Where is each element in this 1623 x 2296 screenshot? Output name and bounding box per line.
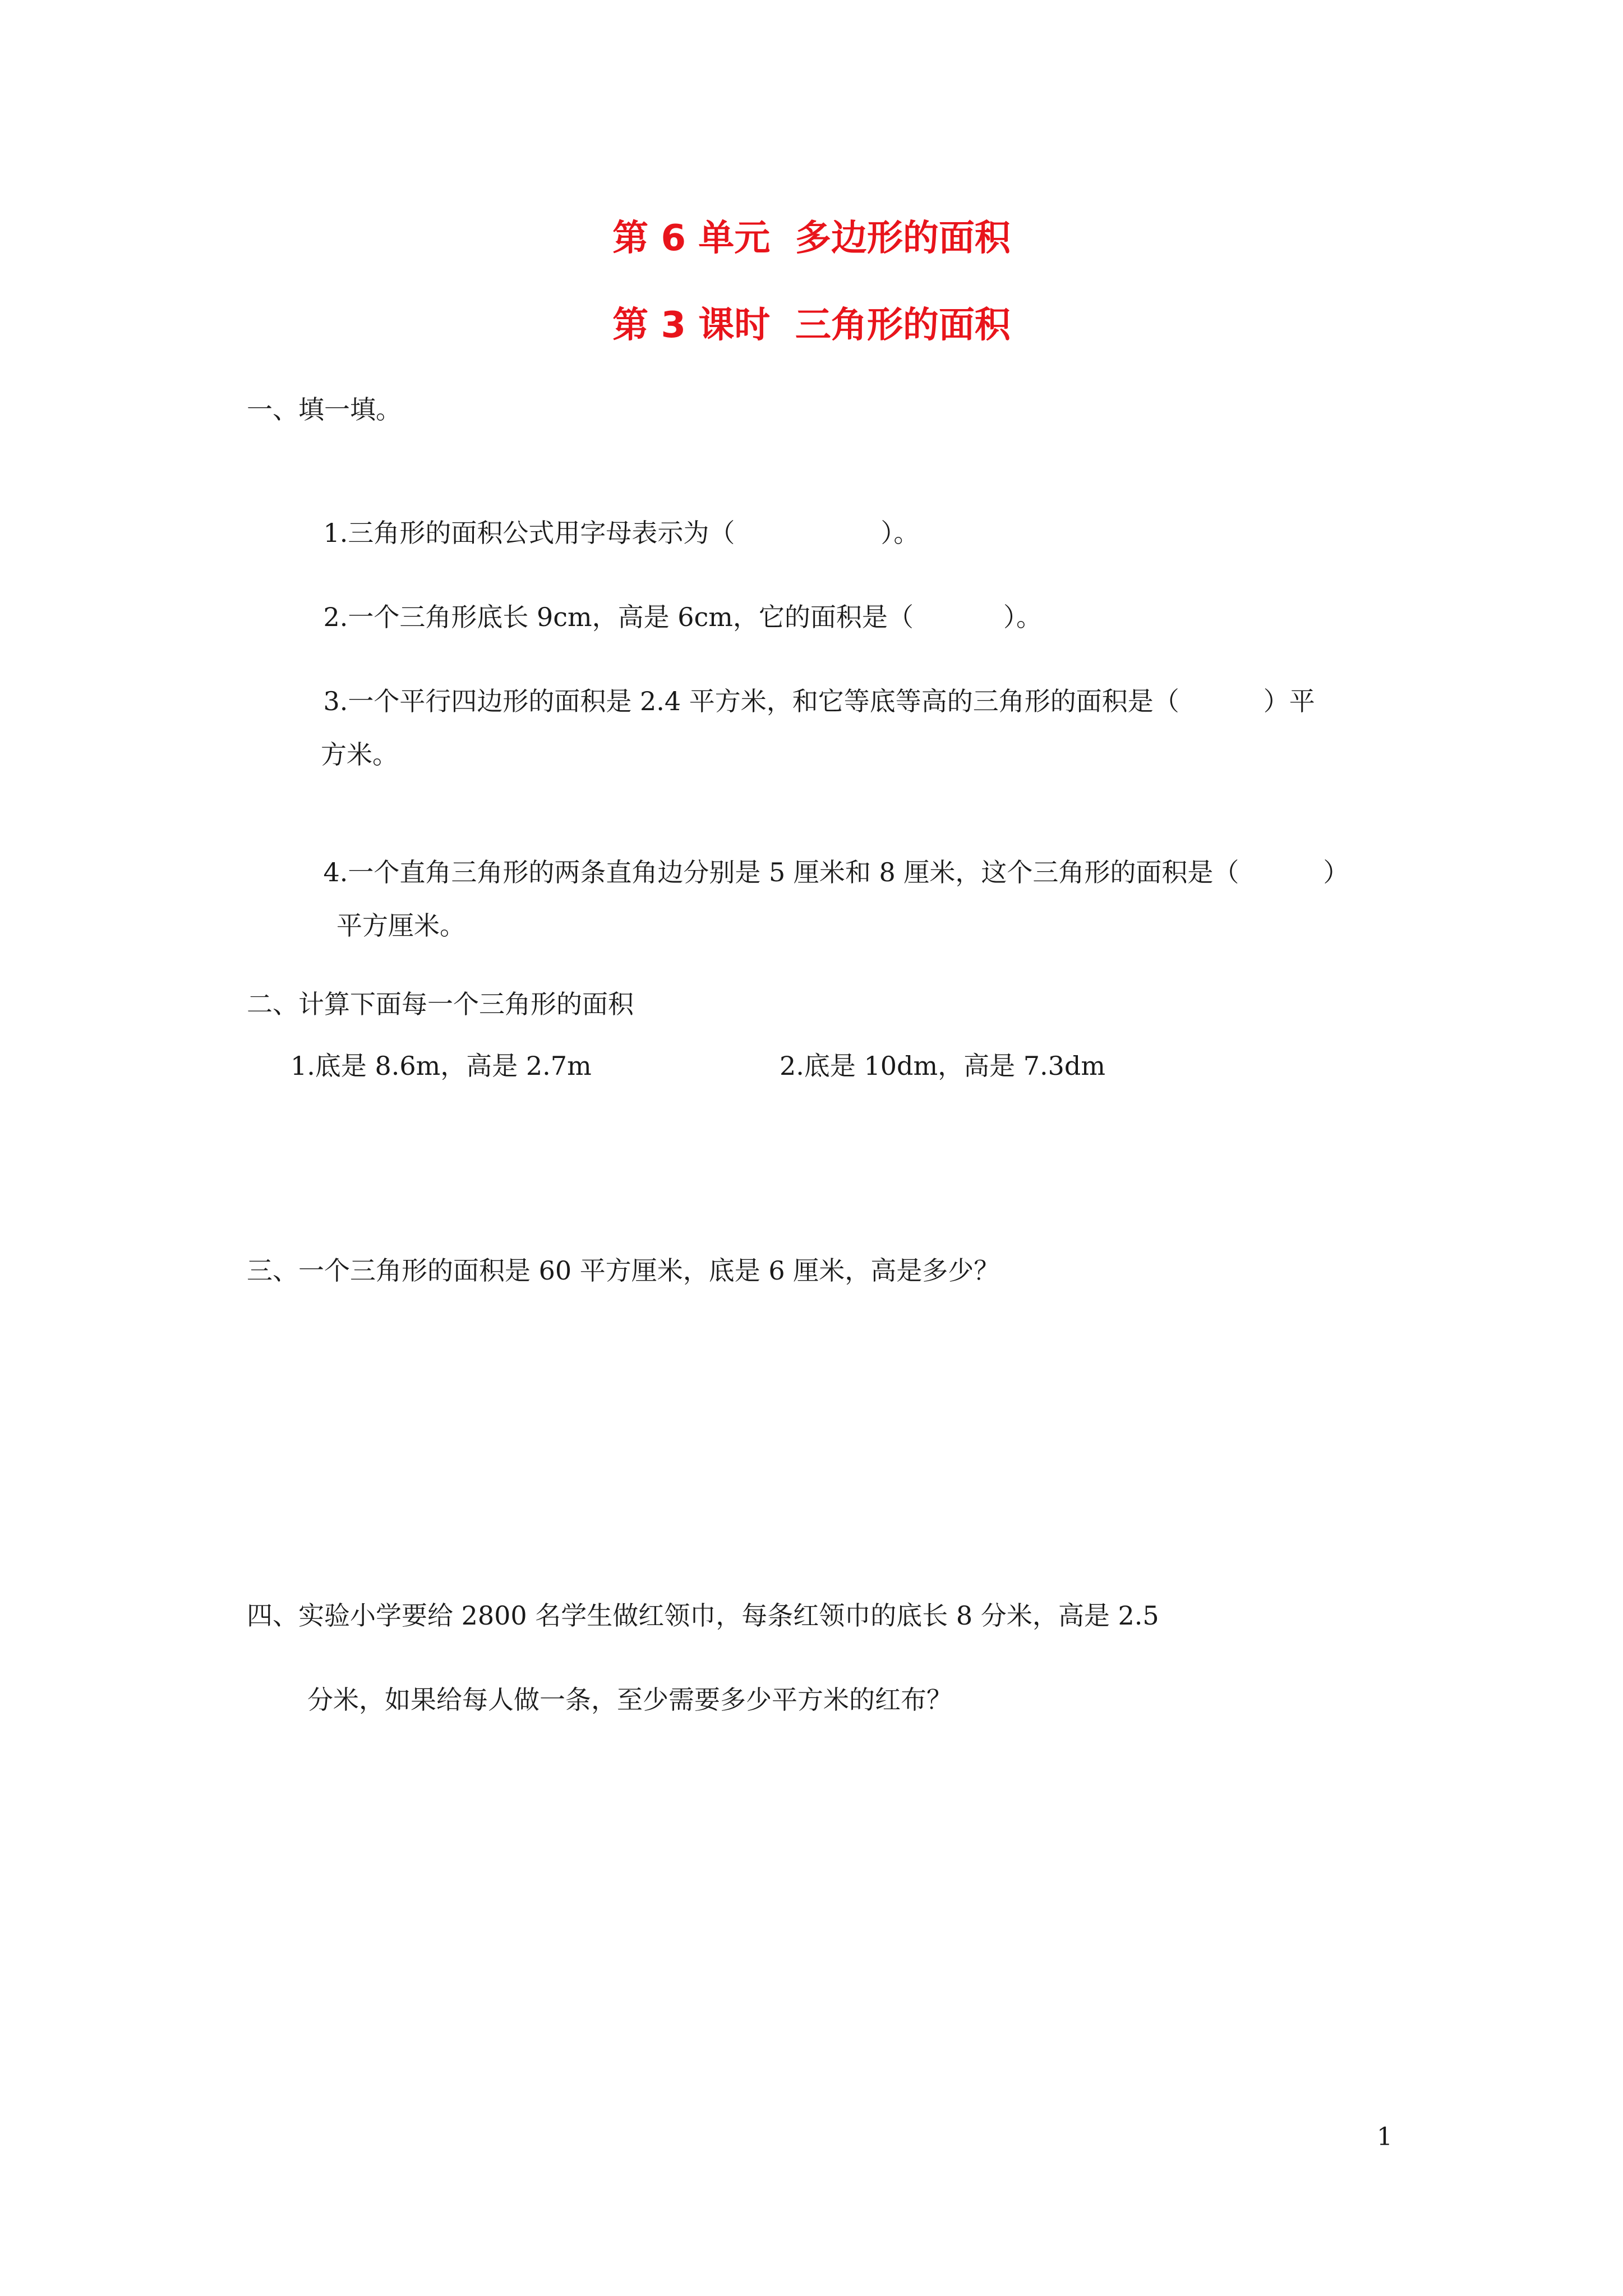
section2-heading: 二、计算下面每一个三角形的面积 <box>247 989 634 1019</box>
question-1-4-text: 4.一个直角三角形的两条直角边分别是 5 厘米和 8 厘米，这个三角形的面积是（ <box>323 857 1239 887</box>
question-1-3 <box>291 651 1315 752</box>
section1-heading: 一、填一填。 <box>247 394 402 425</box>
unit-title: 第 6 单元 多边形的面积 <box>612 218 1011 259</box>
page-number: 1 <box>1377 2123 1393 2151</box>
question-2-1: 1.底是 8.6m，高是 2.7m <box>291 1051 592 1081</box>
section3-question: 三、一个三角形的面积是 60 平方厘米，底是 6 厘米，高是多少？ <box>247 1255 1000 1286</box>
question-2-2: 2.底是 10dm，高是 7.3dm <box>780 1051 1105 1081</box>
section4-question-line2: 分米，如果给每人做一条，至少需要多少平方米的红布？ <box>307 1685 952 1715</box>
question-1-4-end: ） <box>1323 857 1349 887</box>
question-1-2-end: ）。 <box>1003 602 1042 632</box>
question-1-1-end: ）。 <box>880 518 920 548</box>
section4-question-line1: 四、实验小学要给 2800 名学生做红领巾，每条红领巾的底长 8 分米，高是 2.5 <box>247 1600 1159 1631</box>
lesson-title: 第 3 课时 三角形的面积 <box>612 305 1011 346</box>
question-1-3-end: ）平 <box>1263 686 1315 716</box>
question-1-4 <box>291 822 1349 923</box>
question-1-1-text: 1.三角形的面积公式用字母表示为（ <box>323 518 735 548</box>
question-1-2-text: 2.一个三角形底长 9cm，高是 6cm，它的面积是（ <box>323 602 914 632</box>
question-1-4-continuation: 平方厘米。 <box>336 910 465 941</box>
question-1-3-continuation: 方米。 <box>321 739 398 770</box>
question-1-3-text: 3.一个平行四边形的面积是 2.4 平方米，和它等底等高的三角形的面积是（ <box>323 686 1179 716</box>
